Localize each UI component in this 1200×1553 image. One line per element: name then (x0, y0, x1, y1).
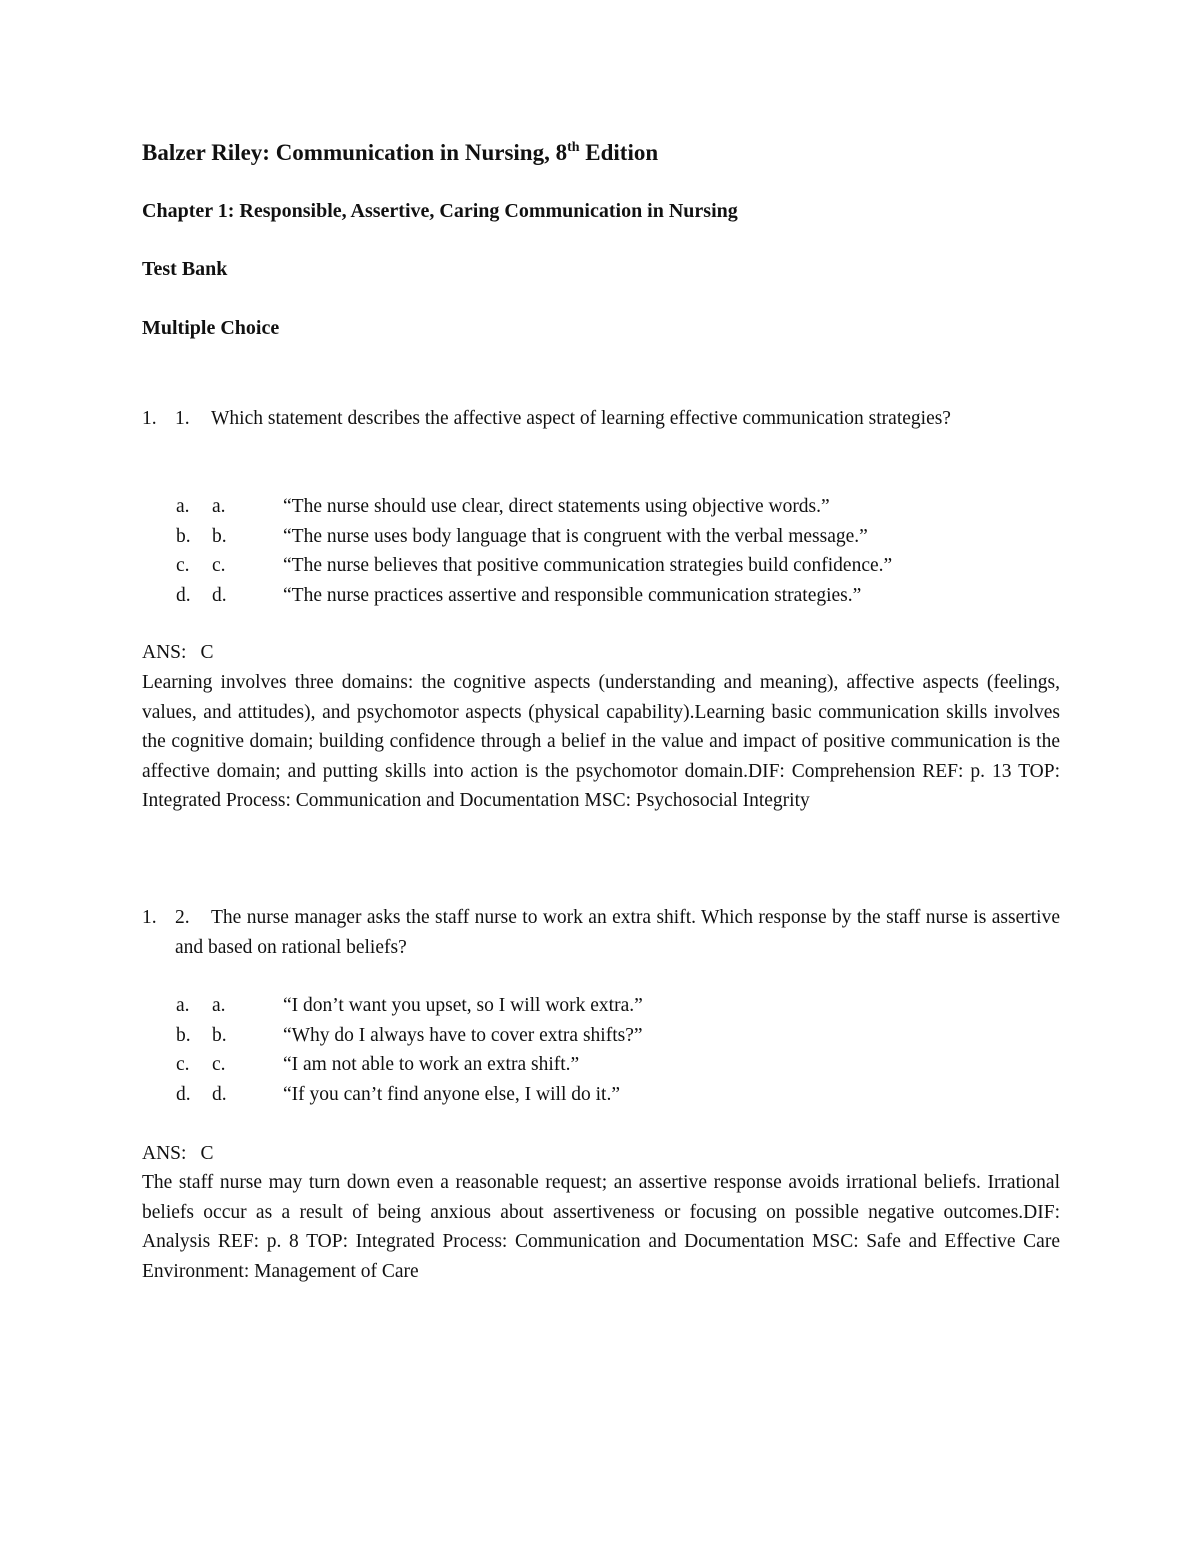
option-text: “The nurse practices assertive and responsible communication strategies.” (283, 584, 862, 606)
question-text: Which statement describes the affective aspect of learning effective communication strategies? (211, 408, 951, 429)
option-letter: c. (212, 555, 226, 576)
option-letter: d. (212, 584, 227, 606)
option-c (176, 551, 1060, 581)
option-text: “The nurse should use clear, direct statements using objective words.” (283, 496, 830, 517)
answer-line-2 (142, 1139, 213, 1169)
answer-line-1 (142, 638, 213, 668)
option-list-letter: d. (176, 584, 191, 606)
question-list-number: 1. (142, 907, 157, 928)
option-letter: a. (212, 496, 226, 517)
option-text: “The nurse believes that positive communication strategies build confidence.” (283, 555, 893, 576)
option-list-letter: a. (176, 496, 190, 517)
option-text: “The nurse uses body language that is congruent with the verbal message.” (283, 525, 868, 547)
question-stem (175, 903, 1060, 962)
document-title (142, 140, 658, 166)
question-stem (175, 404, 1060, 434)
option-letter: a. (212, 995, 226, 1016)
title-superscript: th (567, 140, 580, 155)
option-letter: b. (212, 1024, 227, 1046)
question-list-number: 1. (142, 408, 157, 429)
rationale-2: The staff nurse may turn down even a reasonable request; an assertive response avoids irrational beliefs. Irrational beliefs occur as a result of being anxious about assertiveness or focusing on possible negative outcomes.DIF: Analysis REF: p. 8 TOP: Integrated Process: Communication and Documentation MSC: Safe and Effective Care Environment: Management of Care (142, 1172, 1060, 1282)
option-text: “I am not able to work an extra shift.” (283, 1054, 580, 1075)
option-a (176, 991, 1060, 1021)
option-letter: b. (212, 525, 227, 547)
option-b (176, 1021, 1060, 1051)
title-suffix: Edition (579, 140, 659, 165)
option-text: “I don’t want you upset, so I will work extra.” (283, 995, 643, 1016)
option-b (176, 522, 1060, 552)
section-heading: Test Bank (142, 258, 228, 280)
option-d (176, 581, 1060, 611)
option-list-letter: c. (176, 1054, 190, 1075)
subsection-heading: Multiple Choice (142, 317, 280, 339)
option-list-letter: b. (176, 525, 191, 547)
question-number: 1. (175, 408, 190, 429)
question-number: 2. (175, 907, 190, 928)
chapter-heading: Chapter 1: Responsible, Assertive, Caring Communication in Nursing (142, 200, 738, 222)
answer-label: ANS: (142, 1143, 187, 1164)
question-1 (142, 404, 1060, 434)
option-list-letter: d. (176, 1083, 191, 1105)
title-text: Balzer Riley: Communication in Nursing, 8 (142, 140, 568, 165)
answer-label: ANS: (142, 642, 187, 663)
option-a (176, 492, 1060, 522)
option-letter: c. (212, 1054, 226, 1075)
option-list-letter: a. (176, 995, 190, 1016)
question-1-options (176, 492, 1060, 610)
answer-value: C (200, 642, 214, 663)
rationale-1: Learning involves three domains: the cognitive aspects (understanding and meaning), affective aspects (feelings, values, and attitudes), and psychomotor aspects (physical capability).Learning basic communication skills involves the cognitive domain; building confidence through a belief in the value and impact of positive communication is the affective domain; and putting skills into action is the psychomotor domain.DIF: Comprehension REF: p. 13 TOP: Integrated Process: Communication and Documentation MSC: Psychosocial Integrity (142, 672, 1060, 811)
option-letter: d. (212, 1083, 227, 1105)
option-list-letter: b. (176, 1024, 191, 1046)
question-2-options (176, 991, 1060, 1109)
question-2 (142, 903, 1060, 962)
option-text: “If you can’t find anyone else, I will do it.” (283, 1083, 620, 1105)
option-c (176, 1050, 1060, 1080)
question-text: The nurse manager asks the staff nurse to work an extra shift. Which response by the staff nurse is assertive and based on rational beliefs? (175, 907, 1060, 958)
answer-value: C (200, 1143, 214, 1164)
option-list-letter: c. (176, 555, 190, 576)
option-text: “Why do I always have to cover extra shifts?” (283, 1024, 643, 1046)
option-d (176, 1080, 1060, 1110)
